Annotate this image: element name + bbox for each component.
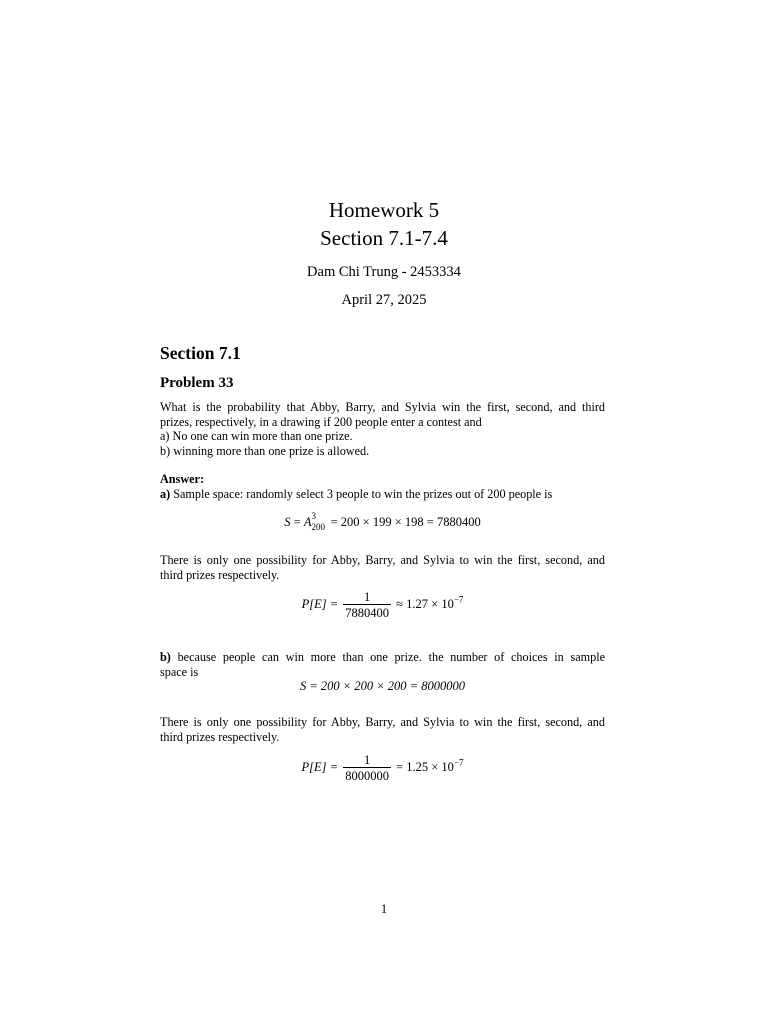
page-number: 1	[380, 902, 388, 916]
equation-sample-space-b	[160, 679, 605, 694]
part-a-line	[160, 487, 605, 502]
statement-line: a) No one can win more than one prize.	[160, 429, 353, 444]
eq2-exponent: −7	[453, 594, 464, 605]
statement-line: prizes, respectively, in a drawing if 200 people enter a contest and	[160, 414, 482, 429]
section-heading: Section 7.1	[160, 343, 241, 363]
part-a-text: Sample space: randomly select 3 people to win the prizes out of 200 people is	[170, 486, 553, 501]
part-b-label: b)	[160, 650, 171, 664]
problem-heading: Problem 33	[160, 375, 234, 391]
author-line: Dam Chi Trung - 2453334	[307, 264, 461, 280]
equation-probability-b	[160, 753, 605, 783]
answer-label: Answer:	[160, 472, 205, 486]
eq4-denominator: 8000000	[345, 769, 389, 783]
part-b-text: because people can win more than one prize. the number of choices in sample	[170, 650, 605, 664]
eq2-fraction	[343, 590, 391, 620]
eq1-rhs: = 200 × 199 × 198 = 7880400	[327, 514, 481, 529]
document-title	[0, 196, 768, 252]
eq4-lhs: P[E] =	[301, 759, 342, 774]
one-possibility-b	[160, 715, 605, 744]
answer-block	[160, 472, 605, 501]
part-b-line	[160, 650, 605, 665]
eq2-numerator: 1	[364, 590, 371, 604]
possibility-line: third prizes respectively.	[160, 729, 280, 744]
eq1-sup: 3	[311, 511, 316, 521]
eq1-sub: 200	[311, 522, 325, 532]
eq4-fraction	[343, 753, 391, 783]
problem-statement	[160, 400, 605, 458]
eq1-equals: =	[290, 514, 304, 529]
statement-line: What is the probability that Abby, Barry, and Sylvia win the first, second, and third	[160, 400, 605, 414]
eq4-rhs: = 1.25 × 10	[392, 759, 454, 774]
statement-line: b) winning more than one prize is allowed.	[160, 443, 370, 458]
eq2-denominator: 7880400	[345, 606, 390, 620]
one-possibility-a	[160, 553, 605, 582]
possibility-line: There is only one possibility for Abby, Barry, and Sylvia to win the first, second, and	[160, 715, 605, 729]
eq1-lhs: S	[284, 514, 291, 529]
equation-sample-space-a	[160, 511, 605, 532]
eq2-rhs: ≈ 1.27 × 10	[393, 596, 454, 611]
eq1-scripts	[311, 511, 328, 532]
eq3-text: S = 200 × 200 × 200 = 8000000	[300, 679, 465, 693]
eq2-lhs: P[E] =	[301, 596, 342, 611]
possibility-line: There is only one possibility for Abby, Barry, and Sylvia to win the first, second, and	[160, 553, 605, 567]
part-b-line-2: space is	[160, 664, 199, 679]
title-line-1: Homework 5	[328, 198, 440, 222]
title-line-2: Section 7.1-7.4	[320, 226, 448, 250]
date-line: April 27, 2025	[341, 292, 427, 308]
equation-probability-a	[160, 590, 605, 620]
eq4-exponent: −7	[453, 757, 464, 768]
eq1-A: A	[303, 514, 312, 529]
part-a-label: a)	[160, 486, 171, 501]
possibility-line: third prizes respectively.	[160, 567, 280, 582]
eq4-numerator: 1	[363, 753, 371, 767]
part-b-block	[160, 650, 605, 679]
